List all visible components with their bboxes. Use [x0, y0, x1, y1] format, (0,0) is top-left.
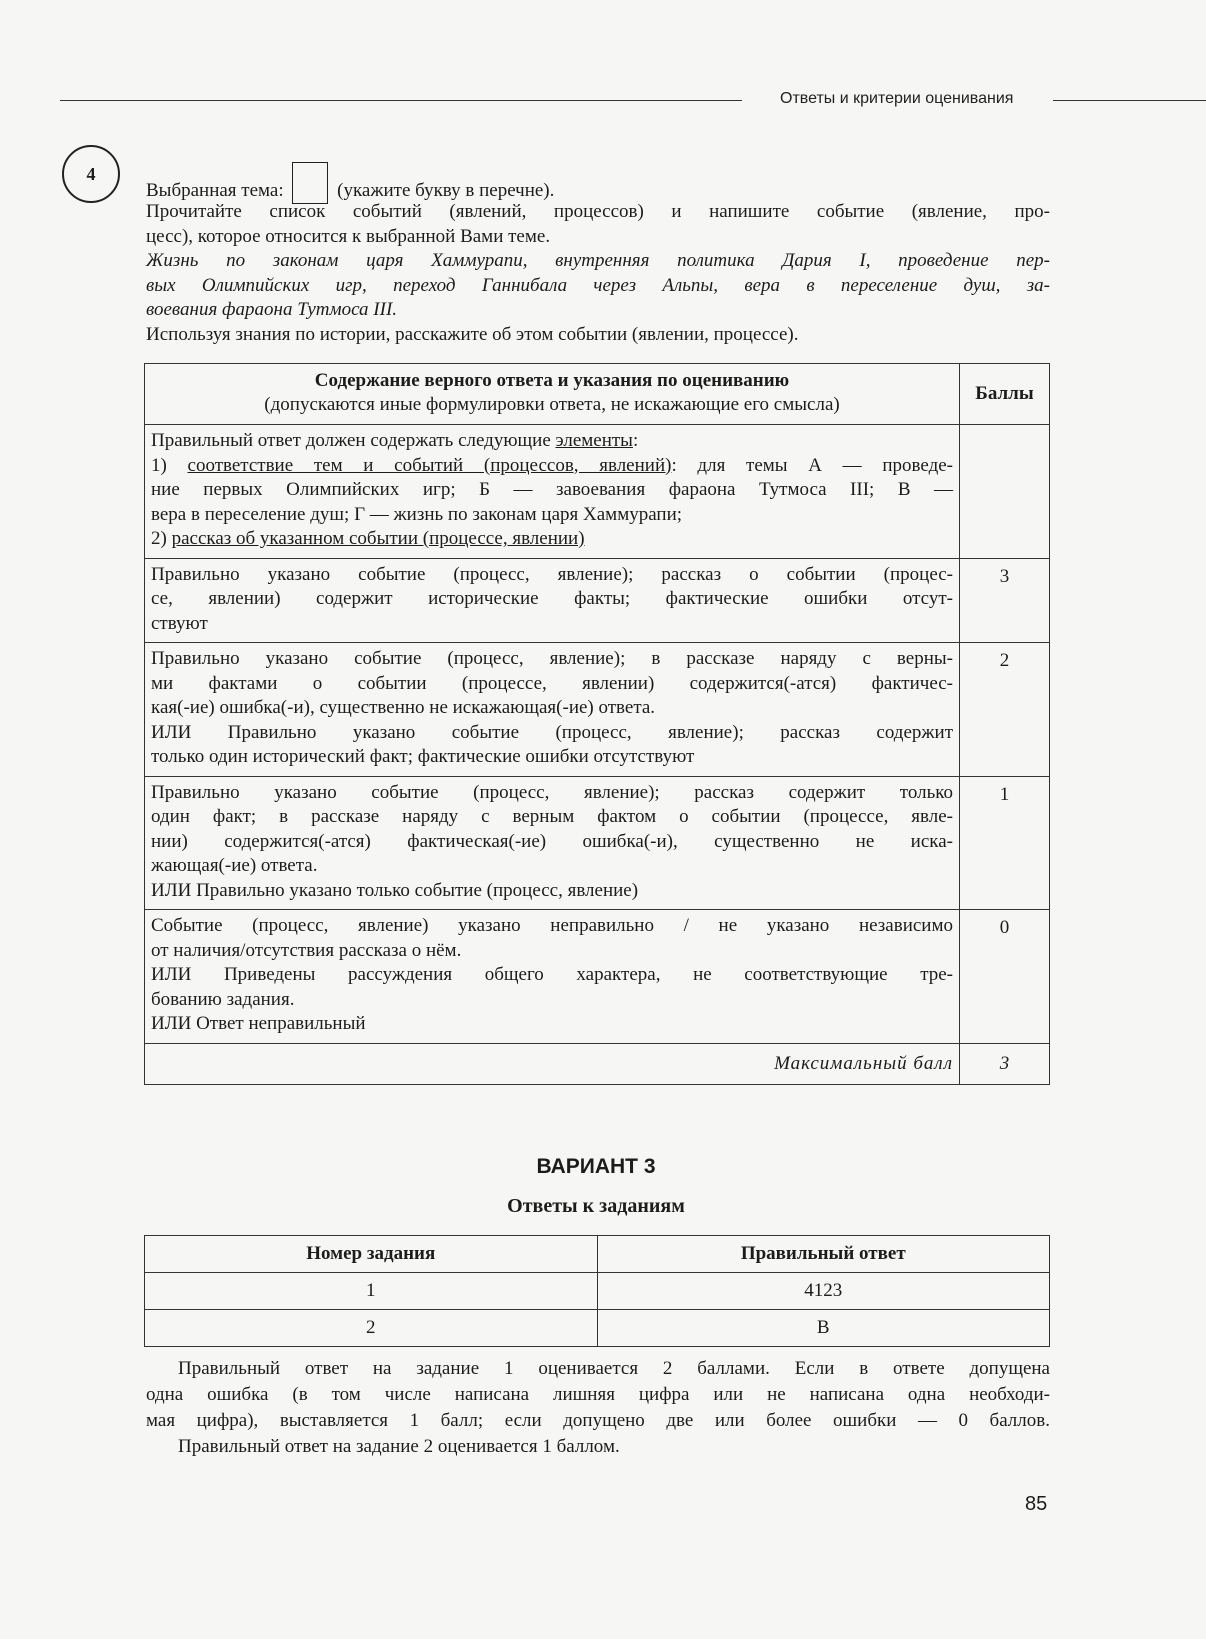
- criteria-row-1: [145, 776, 1050, 910]
- header-label: Номер задания: [306, 1243, 436, 1264]
- events-line: Жизнь по законам царя Хаммурапи, внутренняя политика Дария I, проведение пер-: [146, 250, 1050, 271]
- task-instructions: [146, 200, 1050, 347]
- events-line: воевания фараона Тутмоса III.: [146, 299, 398, 320]
- variant-title: ВАРИАНТ 3: [536, 1155, 656, 1178]
- criteria-header-title: Содержание верного ответа и указания по оцениванию: [314, 369, 790, 391]
- text: ИЛИ Правильно указано событие (процесс, явление); рассказ содержит: [151, 721, 953, 743]
- running-title: Ответы и критерии оценивания: [780, 90, 1014, 107]
- events-line: вых Олимпийских игр, переход Ганнибала через Альпы, вера в переселение душ, за-: [146, 274, 1050, 296]
- points-header: [960, 364, 1050, 425]
- task-number-cell: 2: [145, 1310, 598, 1347]
- column-header: [145, 1236, 598, 1273]
- text: вера в переселение душ; Г — жизнь по законам царя Хаммурапи;: [151, 503, 683, 525]
- answers-header-row: [145, 1236, 1050, 1273]
- criteria-table: [144, 363, 1050, 1085]
- points-value: 3: [960, 558, 1050, 643]
- text: нии) содержится(-атся) фактическая(-ие) ошибка(-и), существенно не иска-: [151, 830, 953, 852]
- header-rule-left: [60, 100, 742, 101]
- points-value: 1: [960, 776, 1050, 910]
- points-cell-empty: [960, 425, 1050, 559]
- task-number-cell: 1: [145, 1273, 598, 1310]
- instruction-line: цесс), которое относится к выбранной Вами теме.: [146, 225, 551, 247]
- text: бованию задания.: [151, 988, 295, 1010]
- max-score-label: Максимальный балл: [145, 1043, 960, 1085]
- instruction-line: Прочитайте список событий (явлений, процессов) и напишите событие (явление, про-: [146, 201, 1050, 222]
- text: ми фактами о событии (процессе, явлении) содержится(-атся) фактичес-: [151, 672, 953, 694]
- column-header: [597, 1236, 1050, 1273]
- max-score-value: 3: [960, 1043, 1050, 1085]
- text: Правильно указано событие (процесс, явление); рассказ содержит только: [151, 781, 953, 803]
- criteria-header-row: [145, 364, 1050, 425]
- criteria-text: [145, 643, 960, 777]
- note-line: Правильный ответ на задание 1 оценивается 2 баллами. Если в ответе допущена: [178, 1358, 1050, 1379]
- points-value: 0: [960, 910, 1050, 1044]
- text: Событие (процесс, явление) указано неправильно / не указано независимо: [151, 915, 953, 936]
- criteria-row-0: [145, 910, 1050, 1044]
- answer-cell: 4123: [597, 1273, 1050, 1310]
- scoring-notes: [146, 1356, 1050, 1460]
- answer-elements-cell: [145, 425, 960, 559]
- underlined-text: соответствие тем и событий (процессов, явлений): [187, 454, 672, 476]
- text: 2): [151, 528, 172, 549]
- text: се, явлении) содержит исторические факты; фактические ошибки отсут-: [151, 588, 953, 609]
- answer-cell: В: [597, 1310, 1050, 1347]
- text: Правильный ответ должен содержать следующие: [151, 430, 556, 451]
- max-score-row: [145, 1043, 1050, 1085]
- theme-hint: (укажите букву в перечне).: [337, 180, 555, 201]
- text: :: [632, 430, 639, 451]
- text: только один исторический факт; фактические ошибки отсутствуют: [151, 746, 695, 767]
- text: ствуют: [151, 612, 208, 634]
- theme-line: [146, 162, 1050, 204]
- text: один факт; в рассказе наряду с верным фактом о событии (процессе, явле-: [151, 806, 953, 827]
- text: Правильно указано событие (процесс, явление); рассказ о событии (процес-: [151, 563, 953, 585]
- criteria-row-3: [145, 558, 1050, 643]
- header-rule-right: [1053, 100, 1206, 101]
- header-label: Правильный ответ: [740, 1243, 906, 1264]
- criteria-header-cell: [145, 364, 960, 425]
- note-line: Правильный ответ на задание 2 оценивается 1 баллом.: [178, 1436, 620, 1457]
- text: 1): [151, 454, 188, 476]
- text: : для темы А — проведе-: [671, 454, 953, 476]
- text: ние первых Олимпийских игр; Б — завоевания фараона Тутмоса III; В —: [151, 479, 953, 500]
- criteria-text: [145, 558, 960, 643]
- theme-label: Выбранная тема:: [146, 180, 284, 201]
- criteria-header-subtitle: (допускаются иные формулировки ответа, не искажающие его смысла): [264, 394, 840, 415]
- task-number-badge: 4: [62, 145, 120, 203]
- text: Правильно указано событие (процесс, явление); в рассказе наряду с верны-: [151, 648, 953, 669]
- underlined-text: элементы: [555, 430, 633, 451]
- text: ИЛИ Приведены рассуждения общего характера, не соответствующие тре-: [151, 964, 953, 985]
- note-line: одна ошибка (в том числе написана лишняя цифра или не написана одна необходи-: [146, 1384, 1050, 1405]
- answers-subtitle: Ответы к заданиям: [507, 1195, 685, 1217]
- underlined-text: рассказ об указанном событии (процессе, явлении): [171, 528, 585, 549]
- text: ИЛИ Ответ неправильный: [151, 1013, 366, 1034]
- criteria-text: [145, 776, 960, 910]
- theme-answer-box[interactable]: [292, 162, 328, 204]
- criteria-text: [145, 910, 960, 1044]
- text: ИЛИ Правильно указано только событие (процесс, явление): [151, 879, 639, 901]
- page-number: 85: [1025, 1493, 1048, 1515]
- criteria-row-2: [145, 643, 1050, 777]
- answers-table: [144, 1235, 1050, 1347]
- note-line: мая цифра), выставляется 1 балл; если допущено две или более ошибки — 0 баллов.: [146, 1410, 1050, 1431]
- points-header-label: Баллы: [975, 382, 1034, 404]
- points-value: 2: [960, 643, 1050, 777]
- final-instruction: Используя знания по истории, расскажите об этом событии (явлении, процессе).: [146, 323, 799, 345]
- text: кая(-ие) ошибка(-и), существенно не искажающая(-ие) ответа.: [151, 697, 656, 718]
- text: от наличия/отсутствия рассказа о нём.: [151, 939, 462, 961]
- table-row: [145, 1273, 1050, 1310]
- answer-elements-row: [145, 425, 1050, 559]
- text: жающая(-ие) ответа.: [151, 855, 318, 876]
- table-row: [145, 1310, 1050, 1347]
